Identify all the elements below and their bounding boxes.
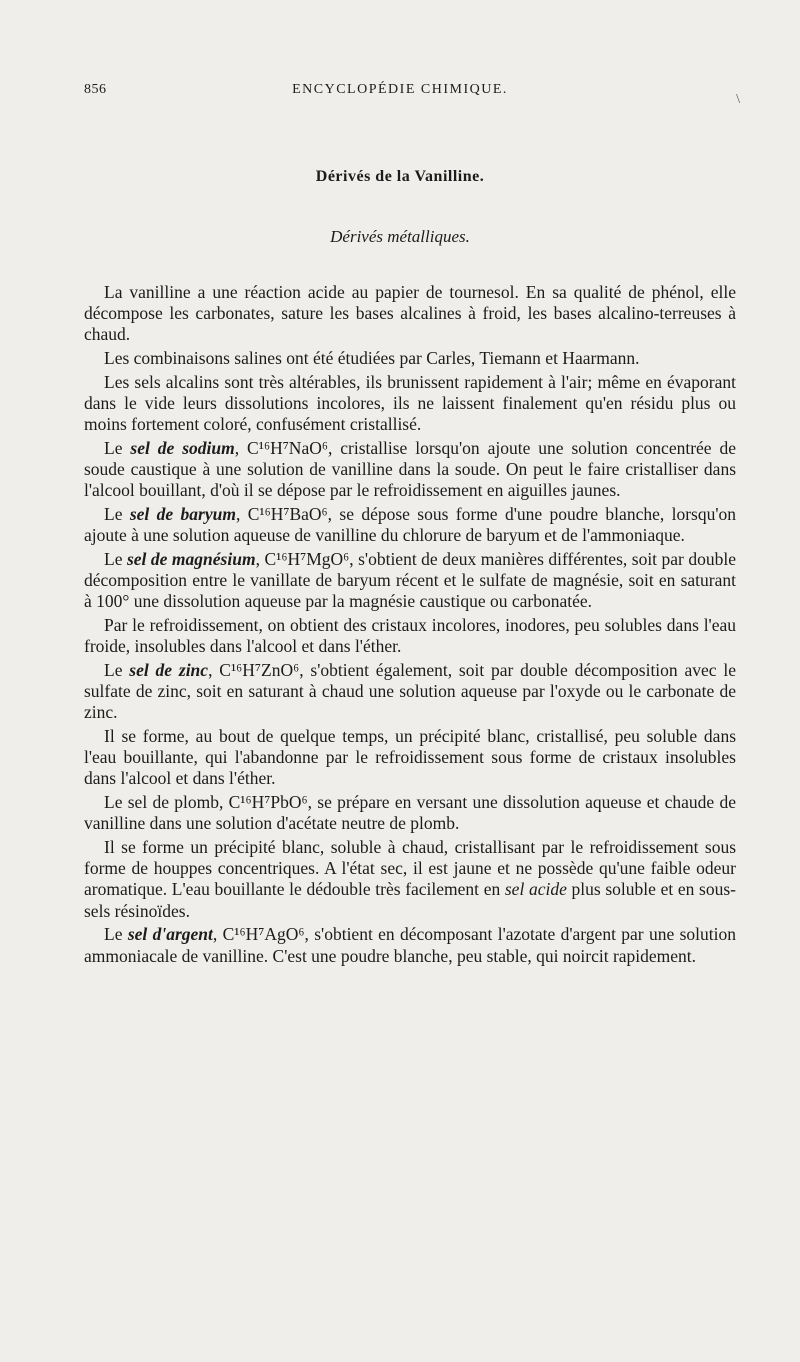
paragraph-lead: Le xyxy=(104,659,130,680)
paragraph xyxy=(84,348,736,369)
body-text xyxy=(84,282,736,969)
paragraph-text: La vanilline a une réaction acide au papier de tournesol. En sa qualité de phénol, elle décompose les carbonates, sature les bases alcalines à froid, les bases alcalino-terreuses à chaud. xyxy=(84,282,736,345)
compound-name: sel de baryum xyxy=(129,504,236,525)
compound-name: sel de zinc xyxy=(129,659,209,680)
chemical-formula: C¹⁶H⁷PbO⁶ xyxy=(228,792,308,813)
paragraph xyxy=(84,837,736,922)
paragraph xyxy=(84,372,736,436)
paragraph-rest: , s'obtient en décomposant l'azotate d'argent par une solution ammoniacale de vanilline. C'est une poudre blanche, peu stable, qui noircit rapidement. xyxy=(84,924,736,966)
paragraph: Le sel de magnésium, C¹⁶H⁷MgO⁶, s'obtient de deux manières différentes, soit par double décomposition entre le vanillate de baryum récent et le sulfate de magnésie, soit en saturant à 100° une dissolution aqueuse par la magnésie caustique ou carbonatée. xyxy=(84,548,737,612)
chemical-formula: C¹⁶H⁷ZnO⁶ xyxy=(219,659,300,680)
page-header xyxy=(84,82,716,106)
paragraph-rest: , s'obtient de deux manières différentes, soit par double décomposition entre le vanillate de baryum récent et le sulfate de magnésie, soit en saturant à 100° une dissolution aqueuse par la magnésie caustique ou carbonatée. xyxy=(84,548,737,612)
paragraph-lead: Le xyxy=(104,924,128,945)
compound-name: sel de magnésium xyxy=(126,548,256,569)
paragraph-lead: Le xyxy=(104,548,127,569)
paragraph xyxy=(84,726,736,790)
section-title: Dérivés de la Vanilline. xyxy=(315,168,485,185)
paragraph-lead: Il se forme un précipité blanc, soluble à chaud, cristallisant par le refroidissement sous forme de houppes concentriques. A l'état sec, il est jaune et ne possède qu'une faible odeur aromatique. L'eau bouillante le dédouble très facilement en xyxy=(84,837,736,900)
paragraph-lead: Le xyxy=(104,437,131,458)
chemical-formula: C¹⁶H⁷MgO⁶ xyxy=(264,548,350,569)
paragraph-rest: , s'obtient également, soit par double décomposition avec le sulfate de zinc, soit en saturant à chaud une solution aqueuse par l'oxyde ou le carbonate de zinc. xyxy=(84,659,736,723)
subsection-title: Dérivés métalliques. xyxy=(330,227,470,246)
chemical-formula: C¹⁶H⁷NaO⁶ xyxy=(247,437,328,458)
compound-name: sel d'argent xyxy=(127,924,213,945)
paragraph-text: Les combinaisons salines ont été étudiées par Carles, Tiemann et Haarmann. xyxy=(104,348,640,369)
paragraph: Le sel de zinc, C¹⁶H⁷ZnO⁶, s'obtient également, soit par double décomposition avec le sulfate de zinc, soit en saturant à chaud une solution aqueuse par l'oxyde ou le carbonate de zinc. xyxy=(84,659,736,723)
paragraph-text: Par le refroidissement, on obtient des cristaux incolores, inodores, peu solubles dans l'eau froide, insolubles dans l'alcool et dans l'éther. xyxy=(84,615,736,657)
chemical-formula: C¹⁶H⁷AgO⁶ xyxy=(222,924,305,945)
margin-mark: \ xyxy=(736,92,740,107)
paragraph xyxy=(84,282,736,346)
paragraph-rest: , se dépose sous forme d'une poudre blanche, lorsqu'on ajoute à une solution aqueuse de vanilline du chlorure de baryum et de l'ammoniaque. xyxy=(84,504,736,546)
paragraph xyxy=(84,792,736,834)
paragraph-lead: Le sel de plomb, xyxy=(104,792,229,813)
compound-name: sel de sodium xyxy=(130,437,235,458)
paragraph: Le sel de sodium, C¹⁶H⁷NaO⁶, cristallise lorsqu'on ajoute une solution concentrée de soude caustique à une solution de vanilline dans la soude. On peut le faire cristalliser dans l'alcool bouillant, d'où il se dépose par le refroidissement en aiguilles jaunes. xyxy=(84,437,737,501)
paragraph-text: Les sels alcalins sont très altérables, ils brunissent rapidement à l'air; même en évaporant dans le vide leurs dissolutions incolores, ils ne laissent finalement qu'en résidu plus ou moins fortement coloré, confusément cristallisé. xyxy=(84,371,736,435)
emphasis: sel acide xyxy=(504,879,567,900)
chemical-formula: C¹⁶H⁷BaO⁶ xyxy=(247,504,328,525)
paragraph: Le sel d'argent, C¹⁶H⁷AgO⁶, s'obtient en décomposant l'azotate d'argent par une solution ammoniacale de vanilline. C'est une poudre blanche, peu stable, qui noircit rapidement. xyxy=(84,924,736,966)
paragraph-lead: Le xyxy=(104,504,130,525)
paragraph-text: Il se forme, au bout de quelque temps, un précipité blanc, cristallisé, peu soluble dans l'eau bouillante, qui l'abandonne par le refroidissement sous forme de cristaux insolubles dans l'alcool et dans l'éther. xyxy=(84,726,736,789)
paragraph xyxy=(84,615,736,657)
paragraph: Le sel de baryum, C¹⁶H⁷BaO⁶, se dépose sous forme d'une poudre blanche, lorsqu'on ajoute à une solution aqueuse de vanilline du chlorure de baryum et de l'ammoniaque. xyxy=(84,504,736,546)
page-number: 856 xyxy=(84,82,107,97)
paragraph-rest: plus soluble et en sous-sels résinoïdes. xyxy=(84,879,736,921)
paragraph-rest: , se prépare en versant une dissolution aqueuse et chaude de vanilline dans une solution d'acétate neutre de plomb. xyxy=(84,792,736,834)
paragraph-rest: , cristallise lorsqu'on ajoute une solution concentrée de soude caustique à une solution de vanilline dans la soude. On peut le faire cristalliser dans l'alcool bouillant, d'où il se dépose par le refroidissement en aiguilles jaunes. xyxy=(84,437,737,501)
running-title: ENCYCLOPÉDIE CHIMIQUE. xyxy=(292,82,508,97)
